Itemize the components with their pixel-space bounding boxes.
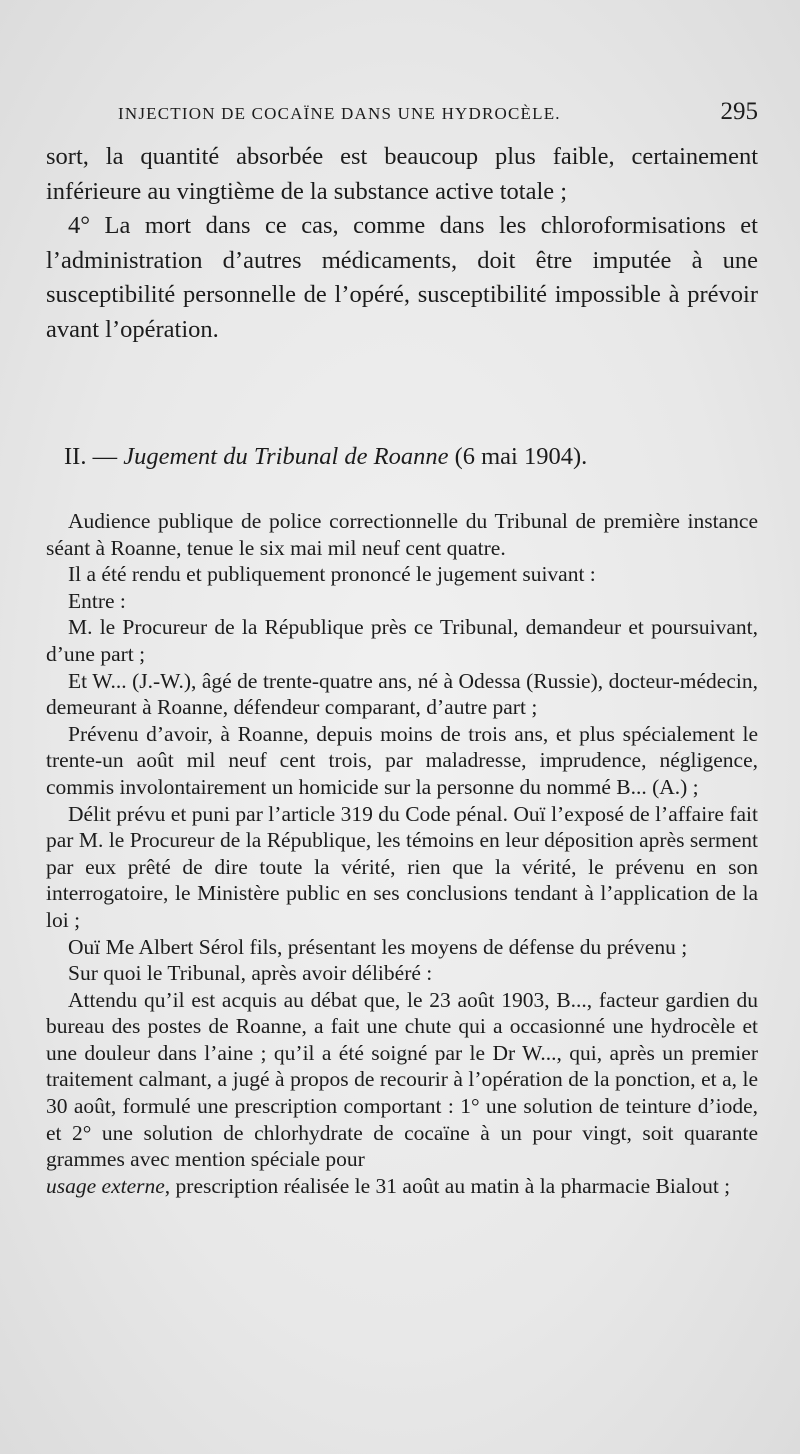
paragraph: Et W... (J.-W.), âgé de trente-quatre ans, né à Odessa (Russie), docteur-médecin, demeurant à Roanne, défendeur comparant, d’autre part ; — [46, 668, 758, 720]
paragraph: 4° La mort dans ce cas, comme dans les chloroformisations et l’administration d’autres médicaments, doit être imputée à une susceptibilité personnelle de l’opéré, susceptibilité impossible à prévoir avant l’opération. — [46, 212, 758, 343]
section-title: Jugement du Tribunal de Roanne — [123, 443, 449, 470]
paragraph: Entre : — [68, 588, 126, 613]
running-head — [118, 100, 758, 130]
section-number: II. — — [64, 443, 118, 470]
section-date: (6 mai 1904). — [454, 443, 588, 470]
paragraph: sort, la quantité absorbée est beaucoup plus faible, certainement inférieure au vingtième de la substance active totale ; — [46, 143, 758, 205]
section-heading — [64, 440, 764, 474]
conclusion-text — [46, 140, 758, 347]
paragraph: Ouï Me Albert Sérol fils, présentant les moyens de défense du prévenu ; — [68, 934, 688, 959]
running-title: INJECTION DE COCAÏNE DANS UNE HYDROCÈLE. — [118, 104, 561, 123]
italic-phrase: usage externe — [46, 1173, 165, 1198]
paragraph: Audience publique de police correctionnelle du Tribunal de première instance séant à Roanne, tenue le six mai mil neuf cent quatre. — [46, 509, 758, 560]
paragraph: Délit prévu et puni par l’article 319 du Code pénal. Ouï l’exposé de l’affaire fait par M. le Procureur de la République, les témoins en leur déposition après serment par eux prêté de dire toute la vérité, rien que la vérité, le prévenu en son interrogatoire, le Ministère public en ses conclusions tendant à l’application de la loi ; — [46, 801, 758, 932]
judgment-text — [46, 508, 758, 1199]
paragraph-rest: , prescription réalisée le 31 août au matin à la pharmacie Bialout ; — [164, 1173, 731, 1198]
paragraph: M. le Procureur de la République près ce Tribunal, demandeur et poursuivant, d’une part ; — [46, 615, 758, 666]
page-number: 295 — [720, 98, 758, 125]
paragraph: Sur quoi le Tribunal, après avoir délibéré : — [68, 961, 433, 986]
paragraph: Prévenu d’avoir, à Roanne, depuis moins de trois ans, et plus spécialement le trente-un août mil neuf cent trois, par maladresse, imprudence, négligence, commis involontairement un homicide sur la personne du nommé B... (A.) ; — [46, 721, 758, 799]
paragraph: Attendu qu’il est acquis au débat que, le 23 août 1903, B..., facteur gardien du bureau des postes de Roanne, a fait une chute qui a occasionné une hydrocèle et une douleur dans l’aine ; qu’il a été soigné par le Dr W..., qui, après un premier traitement calmant, a jugé à propos de recourir à l’opération de la ponction, et a, le 30 août, formulé une prescription comportant : 1° une solution de teinture d’iode, et 2° une solution de chlorhydrate de cocaïne à un pour vingt, soit quarante grammes avec mention spéciale pour — [46, 987, 758, 1172]
paragraph-end — [46, 1173, 758, 1200]
paragraph: Il a été rendu et publiquement prononcé le jugement suivant : — [68, 562, 596, 587]
